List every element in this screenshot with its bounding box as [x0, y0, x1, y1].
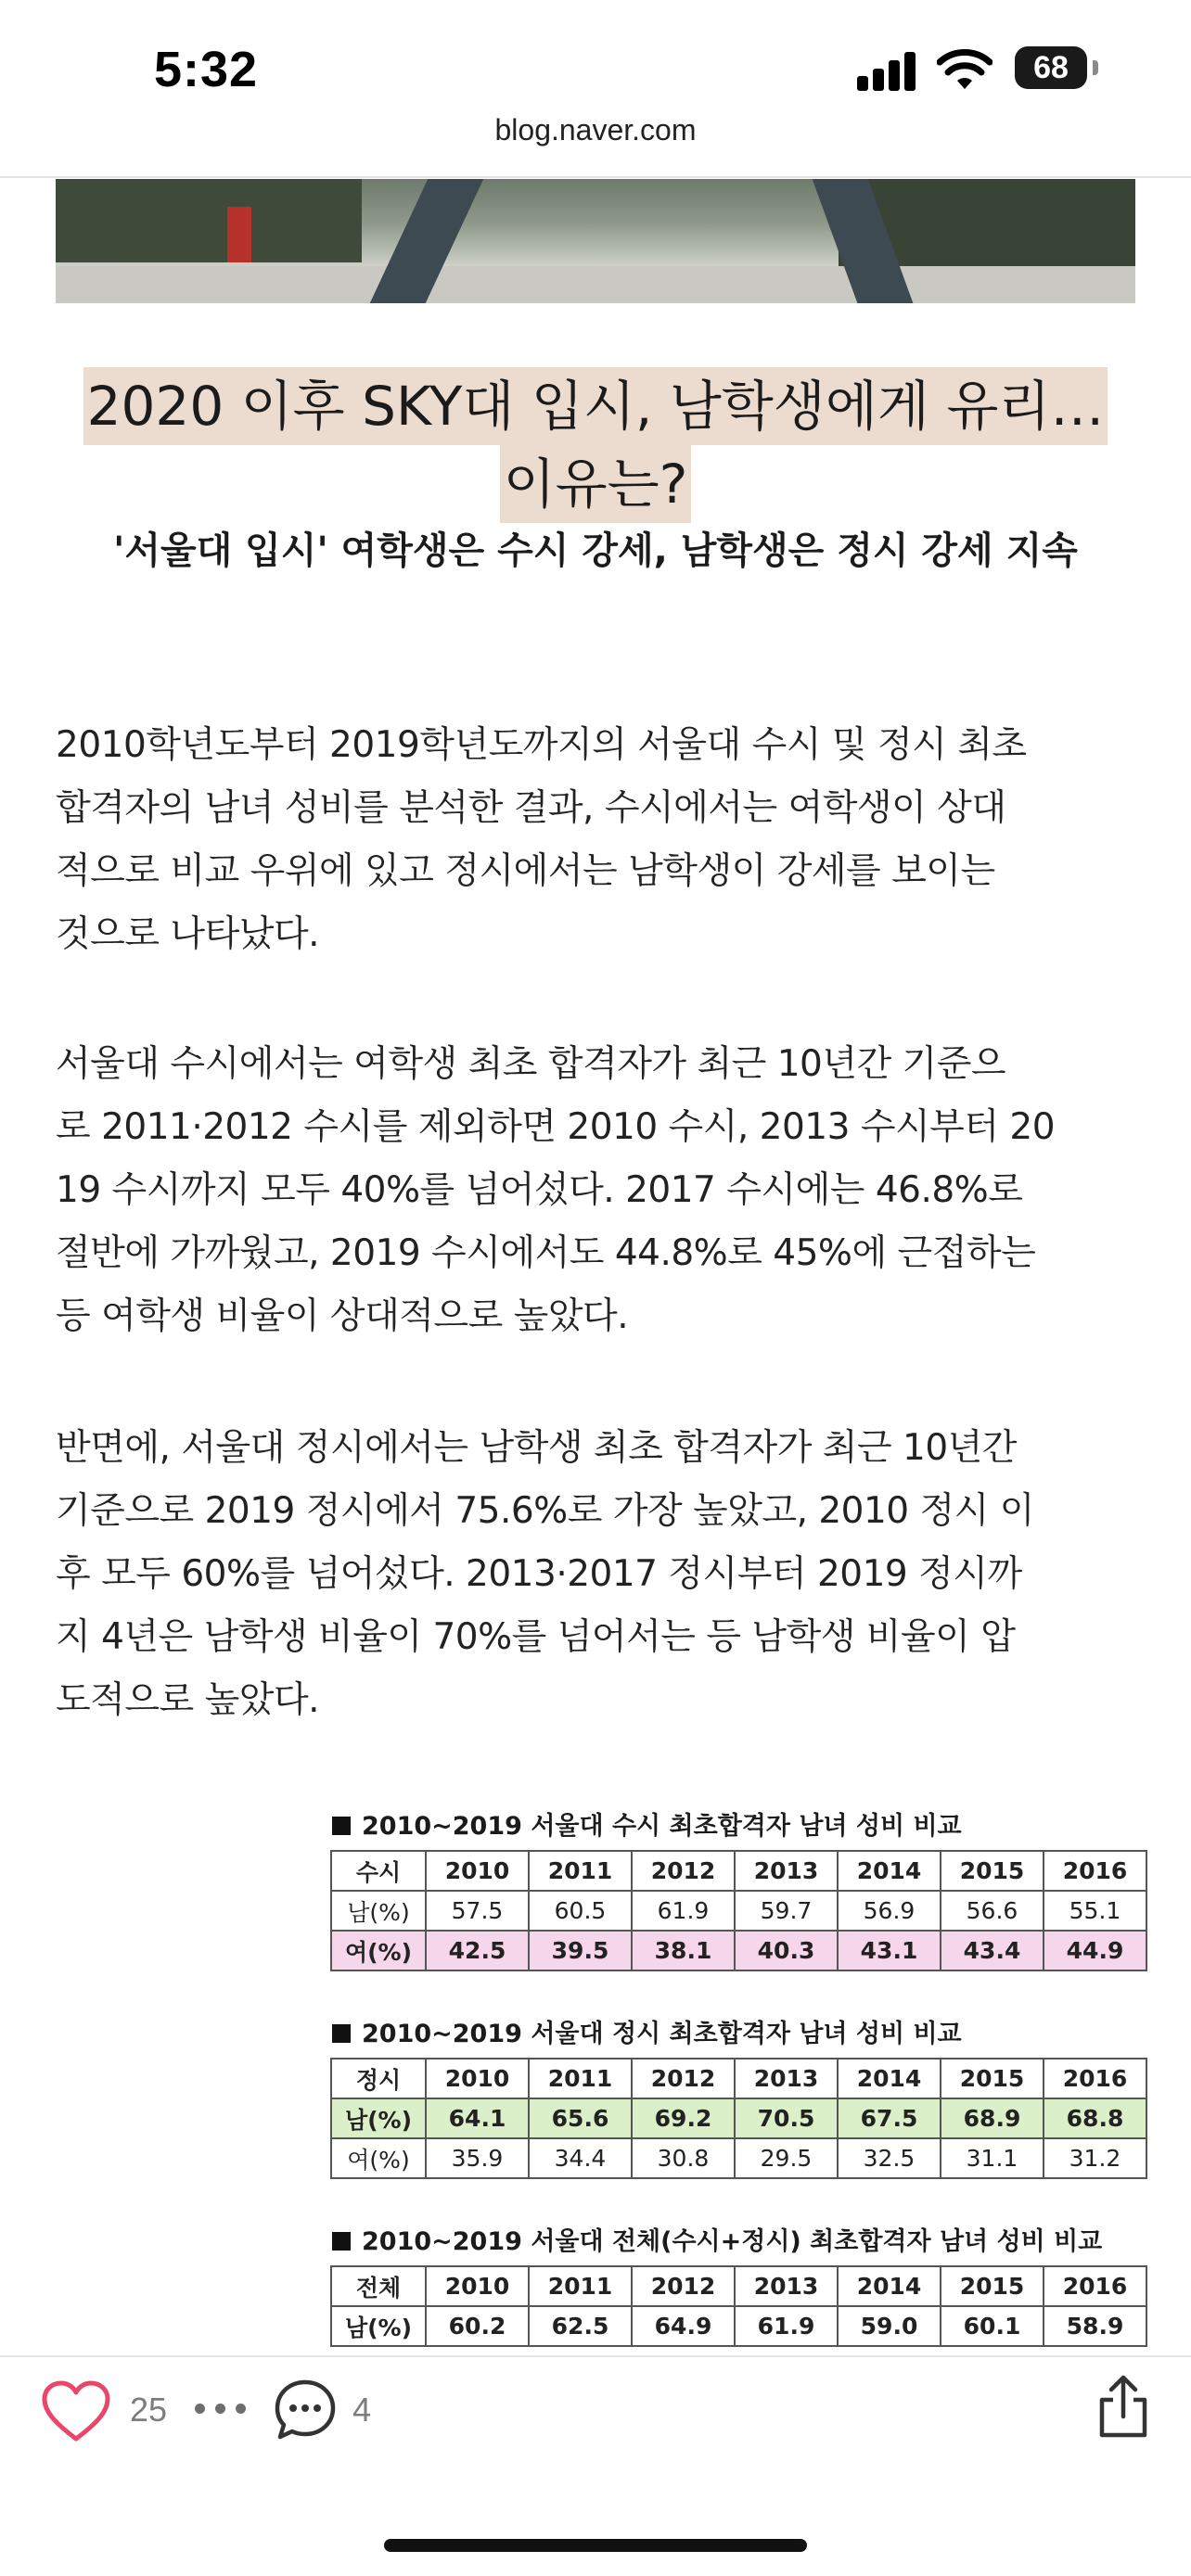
table-cell: 정시 — [331, 2059, 426, 2098]
table-cell: 2014 — [838, 1851, 941, 1891]
table-cell: 남(%) — [331, 2098, 426, 2138]
article-subtitle: '서울대 입시' 여학생은 수시 강세, 남학생은 정시 강세 지속 — [113, 529, 1078, 572]
paragraph-line: 합격자의 남녀 성비를 분석한 결과, 수시에서는 여학생이 상대 — [56, 787, 1006, 829]
article-paragraph-1 — [56, 714, 1135, 966]
table-cell: 56.6 — [941, 1891, 1044, 1931]
article-title — [82, 367, 1109, 523]
table-jeongsi — [330, 2058, 1147, 2179]
table-cell: 61.9 — [632, 1891, 735, 1931]
table-cell: 43.4 — [941, 1931, 1044, 1970]
status-time: 5:32 — [154, 42, 259, 97]
table-cell: 60.5 — [529, 1891, 632, 1931]
paragraph-line: 후 모두 60%를 넘어섰다. 2013·2017 정시부터 2019 정시까 — [56, 1553, 1022, 1595]
table-cell: 2013 — [735, 2266, 838, 2306]
table-cell: 2014 — [838, 2266, 941, 2306]
table-cell: 64.9 — [632, 2306, 735, 2346]
table-cell: 2013 — [735, 2059, 838, 2098]
paragraph-line: 절반에 가까웠고, 2019 수시에서도 44.8%로 45%에 근접하는 — [56, 1232, 1036, 1274]
article-paragraph-2 — [56, 1033, 1135, 1348]
table-cell: 56.9 — [838, 1891, 941, 1931]
table-row — [331, 1891, 1146, 1931]
table-cell: 59.0 — [838, 2306, 941, 2346]
table-cell: 2011 — [529, 1851, 632, 1891]
table-cell: 60.2 — [426, 2306, 529, 2346]
table-cell: 40.3 — [735, 1931, 838, 1970]
table-cell: 34.4 — [529, 2138, 632, 2178]
table-cell: 31.2 — [1044, 2138, 1146, 2178]
table-cell: 남(%) — [331, 1891, 426, 1931]
paragraph-line: 지 4년은 남학생 비율이 70%를 넘어서는 등 남학생 비율이 압 — [56, 1616, 1016, 1658]
table-cell: 2014 — [838, 2059, 941, 2098]
paragraph-line: 기준으로 2019 정시에서 75.6%로 가장 높았고, 2010 정시 이 — [56, 1490, 1034, 1532]
table-cell: 31.1 — [941, 2138, 1044, 2178]
paragraph-line: 서울대 수시에서는 여학생 최초 합격자가 최근 10년간 기준으 — [56, 1043, 1006, 1085]
paragraph-line: 것으로 나타났다. — [56, 913, 320, 955]
table-cell: 2011 — [529, 2059, 632, 2098]
table-cell: 70.5 — [735, 2098, 838, 2138]
table-cell: 2011 — [529, 2266, 632, 2306]
table-cell: 2013 — [735, 1851, 838, 1891]
table-cell: 2016 — [1044, 2266, 1146, 2306]
table-cell: 2010 — [426, 2059, 529, 2098]
table-cell: 38.1 — [632, 1931, 735, 1970]
table-cell: 2016 — [1044, 2059, 1146, 2098]
table-cell: 여(%) — [331, 2138, 426, 2178]
table-total — [330, 2265, 1147, 2347]
table-cell: 55.1 — [1044, 1891, 1146, 1931]
table-cell: 2015 — [941, 2266, 1044, 2306]
table-title: 2010~2019 서울대 수시 최초합격자 남녀 성비 비교 — [332, 1805, 962, 1842]
table-cell: 35.9 — [426, 2138, 529, 2178]
paragraph-line: 등 여학생 비율이 상대적으로 높았다. — [56, 1295, 629, 1337]
table-cell: 68.9 — [941, 2098, 1044, 2138]
paragraph-line: 2010학년도부터 2019학년도까지의 서울대 수시 및 정시 최초 — [56, 724, 1027, 766]
paragraph-line: 반면에, 서울대 정시에서는 남학생 최초 합격자가 최근 10년간 — [56, 1427, 1017, 1469]
url-bar[interactable]: blog.naver.com — [494, 113, 697, 147]
table-cell: 64.1 — [426, 2098, 529, 2138]
battery-level: 68 — [1015, 46, 1087, 89]
table-cell: 57.5 — [426, 1891, 529, 1931]
comment-count[interactable]: 4 — [352, 2391, 372, 2429]
table-header-row — [331, 2266, 1146, 2306]
table-cell: 전체 — [331, 2266, 426, 2306]
article-title-line2: 이유는? — [500, 445, 692, 523]
table-cell: 60.1 — [941, 2306, 1044, 2346]
table-cell: 32.5 — [838, 2138, 941, 2178]
table-cell: 43.1 — [838, 1931, 941, 1970]
table-cell: 61.9 — [735, 2306, 838, 2346]
table-cell: 39.5 — [529, 1931, 632, 1970]
table-cell: 44.9 — [1044, 1931, 1146, 1970]
table-cell: 2016 — [1044, 1851, 1146, 1891]
table-cell: 67.5 — [838, 2098, 941, 2138]
paragraph-line: 로 2011·2012 수시를 제외하면 2010 수시, 2013 수시부터 20 — [56, 1106, 1056, 1148]
table-cell: 59.7 — [735, 1891, 838, 1931]
table-cell: 29.5 — [735, 2138, 838, 2178]
table-cell: 58.9 — [1044, 2306, 1146, 2346]
divider — [0, 176, 1191, 178]
table-cell: 수시 — [331, 1851, 426, 1891]
table-cell: 65.6 — [529, 2098, 632, 2138]
table-row — [331, 2098, 1146, 2138]
table-cell: 2012 — [632, 2059, 735, 2098]
table-title: 2010~2019 서울대 정시 최초합격자 남녀 성비 비교 — [332, 2013, 962, 2049]
wifi-icon — [937, 46, 992, 91]
table-header-row — [331, 2059, 1146, 2098]
table-cell: 여(%) — [331, 1931, 426, 1970]
table-cell: 62.5 — [529, 2306, 632, 2346]
paragraph-line: 적으로 비교 우위에 있고 정시에서는 남학생이 강세를 보이는 — [56, 850, 995, 892]
more-icon[interactable] — [195, 2404, 247, 2417]
table-susi — [330, 1850, 1147, 1971]
article-hero-image — [56, 179, 1135, 303]
table-header-row — [331, 1851, 1146, 1891]
heart-icon[interactable] — [41, 2379, 111, 2444]
table-cell: 2015 — [941, 1851, 1044, 1891]
like-count[interactable]: 25 — [130, 2391, 168, 2429]
paragraph-line: 19 수시까지 모두 40%를 넘어섰다. 2017 수시에는 46.8%로 — [56, 1169, 1023, 1211]
table-row — [331, 2138, 1146, 2178]
battery-icon — [1015, 46, 1098, 89]
table-row — [331, 1931, 1146, 1970]
article-table-image — [327, 1794, 1191, 2351]
share-icon[interactable] — [1095, 2374, 1152, 2441]
table-cell: 42.5 — [426, 1931, 529, 1970]
table-cell: 69.2 — [632, 2098, 735, 2138]
table-cell: 30.8 — [632, 2138, 735, 2178]
table-cell: 2012 — [632, 1851, 735, 1891]
table-cell: 2015 — [941, 2059, 1044, 2098]
status-bar — [0, 0, 1191, 130]
table-cell: 2010 — [426, 2266, 529, 2306]
article-title-line1: 2020 이후 SKY대 입시, 남학생에게 유리… — [83, 367, 1108, 445]
table-cell: 68.8 — [1044, 2098, 1146, 2138]
table-cell: 2010 — [426, 1851, 529, 1891]
home-indicator[interactable] — [384, 2539, 807, 2552]
article-paragraph-3 — [56, 1417, 1135, 1732]
table-title: 2010~2019 서울대 전체(수시+정시) 최초합격자 남녀 성비 비교 — [332, 2221, 1102, 2257]
table-row — [331, 2306, 1146, 2346]
comment-icon[interactable] — [273, 2378, 338, 2442]
table-cell: 2012 — [632, 2266, 735, 2306]
signal-icon — [857, 48, 918, 91]
table-cell: 남(%) — [331, 2306, 426, 2346]
paragraph-line: 도적으로 높았다. — [56, 1679, 320, 1721]
